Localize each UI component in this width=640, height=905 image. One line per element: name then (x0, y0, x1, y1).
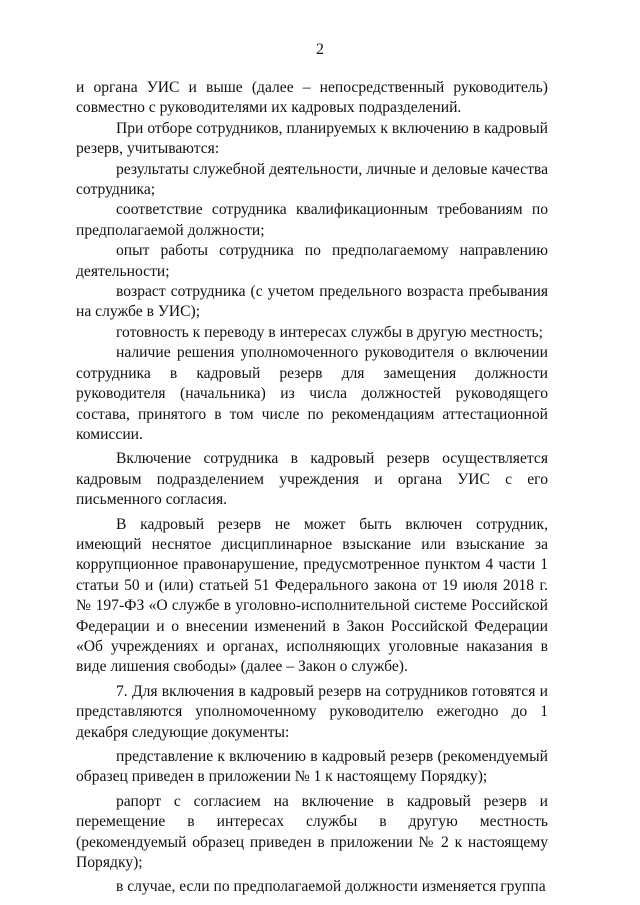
paragraph-document-report: рапорт с согласием на включение в кадровый резерв и перемещение в интересах службы в другую местность (рекомендуемый образец приведен в приложении № 2 к настоящему Порядку); (76, 792, 548, 872)
paragraph-criterion-age: возраст сотрудника (с учетом предельного возраста пребывания на службе в УИС); (76, 283, 548, 321)
paragraph-inclusion-consent: Включение сотрудника в кадровый резерв осуществляется кадровым подразделением учреждения и органа УИС с его письменного согласия. (76, 450, 548, 509)
document-body (76, 78, 548, 898)
paragraph-criterion-decision: наличие решения уполномоченного руководителя о включении сотрудника в кадровый резерв для замещения должности руководителя (начальника) из числа должностей руководящего состава, принятого в том числе по рекомендациям аттестационной комиссии. (76, 344, 548, 443)
paragraph-exclusion-penalty: В кадровый резерв не может быть включен сотрудник, имеющий неснятое дисциплинарное взыскание или взыскание за коррупционное правонарушение, предусмотренное пунктом 4 части 1 статьи 50 и (или) статьей 51 Федерального закона от 19 июля 2018 г. № 197-ФЗ «О службе в уголовно-исполнительной системе Российской Федерации и о внесении изменений в Закон Российской Федерации «Об учреждениях и органах, исполняющих уголовные наказания в виде лишения свободы» (далее – Закон о службе). (76, 515, 548, 676)
paragraph-criterion-experience: опыт работы сотрудника по предполагаемому направлению деятельности; (76, 242, 548, 280)
paragraph-continuation: и органа УИС и выше (далее – непосредственный руководитель) совместно с руководителями их кадровых подразделений. (76, 79, 548, 117)
paragraph-criterion-results: результаты служебной деятельности, личные и деловые качества сотрудника; (76, 160, 548, 199)
paragraph-item-7: 7. Для включения в кадровый резерв на сотрудников готовятся и представляются уполномоченному руководителю ежегодно до 1 декабря следующие документы: (76, 682, 548, 741)
paragraph-document-group-change: в случае, если по предполагаемой должности изменяется группа (116, 878, 546, 896)
paragraph-criterion-relocation: готовность к переводу в интересах службы в другую местность; (116, 323, 543, 341)
paragraph-document-submission: представление к включению в кадровый резерв (рекомендуемый образец приведен в приложении № 1 к настоящему Порядку); (76, 748, 548, 786)
paragraph-criterion-qualification: соответствие сотрудника квалификационным требованиям по предполагаемой должности; (76, 201, 548, 239)
page-number: 2 (316, 41, 324, 58)
paragraph-selection-criteria-intro: При отборе сотрудников, планируемых к включению в кадровый резерв, учитываются: (76, 119, 548, 158)
